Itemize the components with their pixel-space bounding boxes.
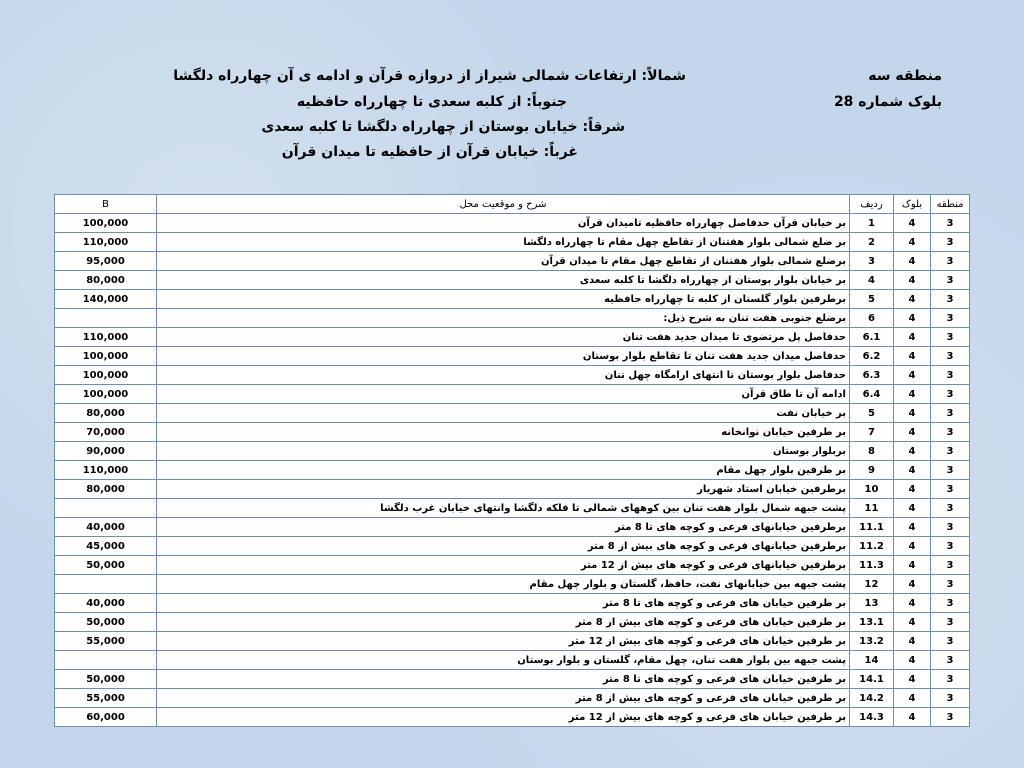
- cell-row-number: 13.1: [850, 613, 894, 632]
- cell-value: 110,000: [55, 233, 157, 252]
- cell-value: [55, 499, 157, 518]
- cell-description: بر طرفین خیابان های فرعی و کوچه های بیش از 8 متر: [157, 689, 850, 708]
- cell-region: 3: [931, 328, 970, 347]
- cell-block: 4: [894, 347, 931, 366]
- cell-region: 3: [931, 613, 970, 632]
- cell-value: 110,000: [55, 328, 157, 347]
- table-row: [55, 214, 970, 233]
- cell-description: بر طرفین خیابان های فرعی و کوچه های تا 8 متر: [157, 594, 850, 613]
- cell-row-number: 5: [850, 404, 894, 423]
- cell-region: 3: [931, 594, 970, 613]
- cell-block: 4: [894, 670, 931, 689]
- cell-value: 40,000: [55, 594, 157, 613]
- cell-description: پشت جبهه بین خیابانهای نفت، حافظ، گلستان و بلوار چهل مقام: [157, 575, 850, 594]
- cell-value: 110,000: [55, 461, 157, 480]
- cell-region: 3: [931, 537, 970, 556]
- cell-row-number: 6.3: [850, 366, 894, 385]
- cell-region: 3: [931, 518, 970, 537]
- cell-row-number: 3: [850, 252, 894, 271]
- cell-region: 3: [931, 423, 970, 442]
- table-row: [55, 575, 970, 594]
- cell-region: 3: [931, 309, 970, 328]
- cell-description: بر ضلع شمالی بلوار هفتنان از تقاطع چهل مقام تا چهارراه دلگشا: [157, 233, 850, 252]
- cell-value: 90,000: [55, 442, 157, 461]
- cell-region: 3: [931, 651, 970, 670]
- cell-block: 4: [894, 518, 931, 537]
- cell-description: برضلع شمالی بلوار هفتنان از تقاطع چهل مقام تا میدان قرآن: [157, 252, 850, 271]
- region-title: منطقه سه: [868, 68, 942, 84]
- cell-row-number: 6.2: [850, 347, 894, 366]
- table-row: [55, 556, 970, 575]
- cell-value: [55, 309, 157, 328]
- cell-region: 3: [931, 366, 970, 385]
- cell-region: 3: [931, 404, 970, 423]
- cell-description: بر طرفین خیابان های فرعی و کوچه های تا 8 متر: [157, 670, 850, 689]
- cell-row-number: 14.2: [850, 689, 894, 708]
- cell-region: 3: [931, 499, 970, 518]
- cell-row-number: 13.2: [850, 632, 894, 651]
- cell-description: حدفاصل پل مرتضوی تا میدان جدید هفت تنان: [157, 328, 850, 347]
- header-region: منطقه: [931, 195, 970, 214]
- table-row: [55, 328, 970, 347]
- cell-row-number: 2: [850, 233, 894, 252]
- cell-description: برطرفین خیابانهای فرعی و کوچه های بیش از 12 متر: [157, 556, 850, 575]
- cell-row-number: 14: [850, 651, 894, 670]
- cell-region: 3: [931, 271, 970, 290]
- cell-row-number: 6.4: [850, 385, 894, 404]
- cell-block: 4: [894, 461, 931, 480]
- cell-block: 4: [894, 252, 931, 271]
- cell-description: برطرفین خیابان استاد شهریار: [157, 480, 850, 499]
- cell-description: برطرفین خیابانهای فرعی و کوچه های تا 8 متر: [157, 518, 850, 537]
- table-row: [55, 442, 970, 461]
- header-description: شرح و موقعیت محل: [157, 195, 850, 214]
- cell-value: 80,000: [55, 480, 157, 499]
- cell-row-number: 1: [850, 214, 894, 233]
- cell-row-number: 11.3: [850, 556, 894, 575]
- cell-description: بر خیابان قرآن حدفاصل چهارراه حافظیه تامیدان قرآن: [157, 214, 850, 233]
- cell-block: 4: [894, 499, 931, 518]
- cell-block: 4: [894, 404, 931, 423]
- table-row: [55, 670, 970, 689]
- north-boundary: شمالاً: ارتفاعات شمالی شیراز از دروازه قرآن و ادامه ی آن چهارراه دلگشا: [173, 68, 686, 84]
- cell-description: بر طرفین خیابان های فرعی و کوچه های بیش از 8 متر: [157, 613, 850, 632]
- cell-value: 55,000: [55, 632, 157, 651]
- cell-region: 3: [931, 689, 970, 708]
- cell-description: ادامه آن تا طاق قرآن: [157, 385, 850, 404]
- cell-block: 4: [894, 328, 931, 347]
- cell-block: 4: [894, 290, 931, 309]
- table-row: [55, 537, 970, 556]
- table-row: [55, 594, 970, 613]
- table-row: [55, 252, 970, 271]
- cell-region: 3: [931, 556, 970, 575]
- cell-row-number: 11.1: [850, 518, 894, 537]
- cell-description: بر طرفین خیابان های فرعی و کوچه های بیش از 12 متر: [157, 708, 850, 727]
- cell-block: 4: [894, 366, 931, 385]
- header-row-number: ردیف: [850, 195, 894, 214]
- table-row: [55, 632, 970, 651]
- cell-row-number: 12: [850, 575, 894, 594]
- cell-value: 80,000: [55, 271, 157, 290]
- west-boundary: غرباً: خیابان قرآن از حافظیه تا میدان قرآن: [281, 144, 578, 160]
- cell-region: 3: [931, 252, 970, 271]
- cell-description: بر طرفین خیابان نوانخانه: [157, 423, 850, 442]
- cell-row-number: 5: [850, 290, 894, 309]
- cell-row-number: 4: [850, 271, 894, 290]
- cell-value: 45,000: [55, 537, 157, 556]
- table-row: [55, 613, 970, 632]
- cell-description: پشت جبهه بین بلوار هفت تنان، چهل مقام، گلستان و بلوار بوستان: [157, 651, 850, 670]
- table-row: [55, 518, 970, 537]
- south-boundary: جنوباً: از کلبه سعدی تا چهارراه حافظیه: [296, 94, 567, 110]
- cell-value: 100,000: [55, 385, 157, 404]
- table-row: [55, 366, 970, 385]
- table-row: [55, 385, 970, 404]
- cell-region: 3: [931, 461, 970, 480]
- cell-block: 4: [894, 309, 931, 328]
- price-table: [54, 194, 970, 727]
- cell-value: [55, 575, 157, 594]
- cell-block: 4: [894, 214, 931, 233]
- cell-value: 100,000: [55, 347, 157, 366]
- cell-block: 4: [894, 385, 931, 404]
- cell-value: 140,000: [55, 290, 157, 309]
- cell-description: بر طرفین خیابان های فرعی و کوچه های بیش از 12 متر: [157, 632, 850, 651]
- cell-block: 4: [894, 556, 931, 575]
- cell-block: 4: [894, 423, 931, 442]
- cell-row-number: 14.1: [850, 670, 894, 689]
- table-row: [55, 689, 970, 708]
- cell-block: 4: [894, 575, 931, 594]
- cell-region: 3: [931, 214, 970, 233]
- cell-value: 55,000: [55, 689, 157, 708]
- cell-value: 50,000: [55, 670, 157, 689]
- table-row: [55, 309, 970, 328]
- cell-block: 4: [894, 689, 931, 708]
- cell-block: 4: [894, 651, 931, 670]
- cell-row-number: 7: [850, 423, 894, 442]
- table-row: [55, 404, 970, 423]
- cell-description: بر خیابان بلوار بوستان از چهارراه دلگشا تا کلبه سعدی: [157, 271, 850, 290]
- table-row: [55, 651, 970, 670]
- cell-row-number: 9: [850, 461, 894, 480]
- cell-row-number: 11: [850, 499, 894, 518]
- cell-block: 4: [894, 594, 931, 613]
- cell-description: بر خیابان نفت: [157, 404, 850, 423]
- cell-value: 70,000: [55, 423, 157, 442]
- cell-region: 3: [931, 480, 970, 499]
- cell-description: برضلع جنوبی هفت تنان به شرح ذیل:: [157, 309, 850, 328]
- cell-description: برطرفین بلوار گلستان از کلبه تا چهارراه حافظیه: [157, 290, 850, 309]
- cell-region: 3: [931, 632, 970, 651]
- table-row: [55, 480, 970, 499]
- block-title: بلوک شماره 28: [833, 94, 942, 110]
- cell-row-number: 11.2: [850, 537, 894, 556]
- cell-value: 95,000: [55, 252, 157, 271]
- cell-value: 50,000: [55, 556, 157, 575]
- cell-row-number: 14.3: [850, 708, 894, 727]
- cell-region: 3: [931, 575, 970, 594]
- cell-region: 3: [931, 385, 970, 404]
- table-row: [55, 708, 970, 727]
- cell-description: بربلوار بوستان: [157, 442, 850, 461]
- cell-description: برطرفین خیابانهای فرعی و کوچه های بیش از 8 متر: [157, 537, 850, 556]
- cell-row-number: 6: [850, 309, 894, 328]
- cell-value: 40,000: [55, 518, 157, 537]
- cell-block: 4: [894, 442, 931, 461]
- cell-block: 4: [894, 632, 931, 651]
- cell-block: 4: [894, 271, 931, 290]
- cell-description: حدفاصل بلوار بوستان تا انتهای ارامگاه چهل تنان: [157, 366, 850, 385]
- table-row: [55, 290, 970, 309]
- cell-block: 4: [894, 708, 931, 727]
- table-row: [55, 461, 970, 480]
- table-row: [55, 233, 970, 252]
- cell-value: 80,000: [55, 404, 157, 423]
- cell-row-number: 6.1: [850, 328, 894, 347]
- cell-value: 60,000: [55, 708, 157, 727]
- east-boundary: شرقاً: خیابان بوستان از چهارراه دلگشا تا کلبه سعدی: [261, 119, 625, 135]
- cell-region: 3: [931, 708, 970, 727]
- cell-region: 3: [931, 290, 970, 309]
- header-block: بلوک: [894, 195, 931, 214]
- cell-block: 4: [894, 480, 931, 499]
- table-row: [55, 347, 970, 366]
- cell-description: پشت جبهه شمال بلوار هفت تنان بین کوههای شمالی تا فلکه دلگشا وانتهای خیابان غرب دلگشا: [157, 499, 850, 518]
- cell-block: 4: [894, 233, 931, 252]
- cell-row-number: 8: [850, 442, 894, 461]
- cell-region: 3: [931, 347, 970, 366]
- cell-region: 3: [931, 670, 970, 689]
- header-value: B: [55, 195, 157, 214]
- cell-description: بر طرفین بلوار چهل مقام: [157, 461, 850, 480]
- table-header-row: [55, 195, 970, 214]
- cell-block: 4: [894, 537, 931, 556]
- cell-description: حدفاصل میدان جدید هفت تنان تا تقاطع بلوار بوستان: [157, 347, 850, 366]
- cell-region: 3: [931, 442, 970, 461]
- cell-value: 100,000: [55, 214, 157, 233]
- table-row: [55, 423, 970, 442]
- cell-value: 100,000: [55, 366, 157, 385]
- cell-region: 3: [931, 233, 970, 252]
- cell-row-number: 13: [850, 594, 894, 613]
- cell-value: 50,000: [55, 613, 157, 632]
- table-row: [55, 499, 970, 518]
- cell-value: [55, 651, 157, 670]
- table-row: [55, 271, 970, 290]
- cell-row-number: 10: [850, 480, 894, 499]
- cell-block: 4: [894, 613, 931, 632]
